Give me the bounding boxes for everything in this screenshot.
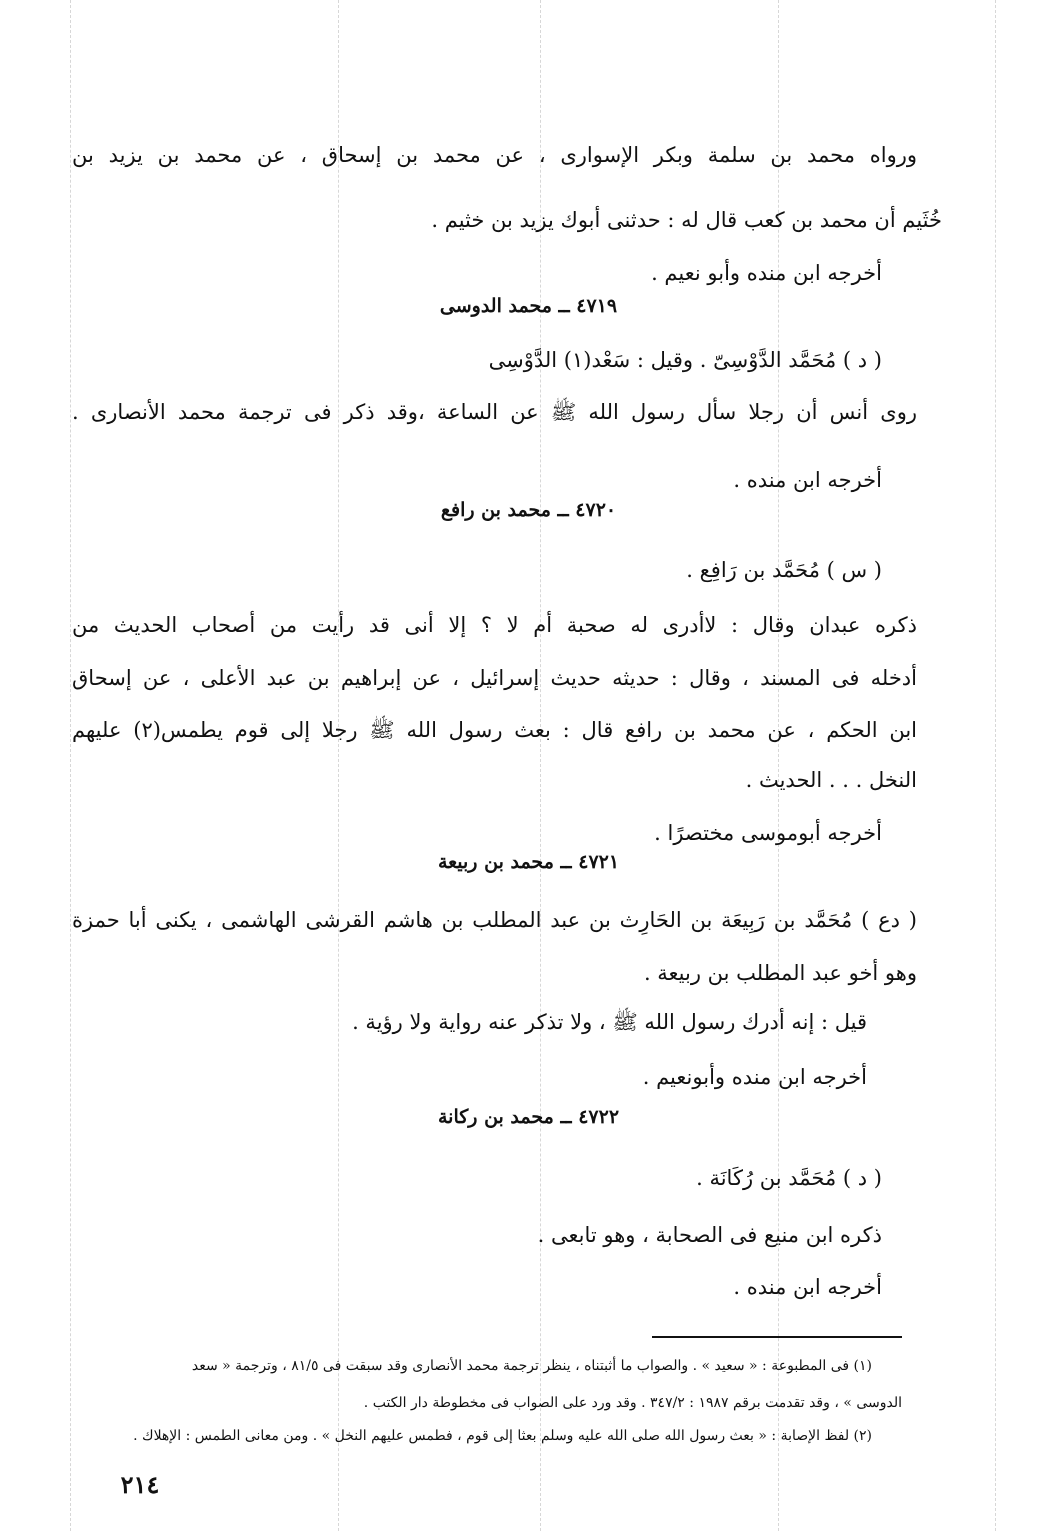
page-number: ٢١٤ [120,1470,160,1499]
footnote-divider [652,1336,902,1338]
scan-artifact-line [70,0,71,1531]
entry-heading-4719: ٤٧١٩ ــ محمد الدوسى [439,295,618,317]
scan-artifact-line [338,0,339,1531]
body-line: أخرجه ابن منده . [733,1275,882,1299]
body-line: أخرجه ابن منده وأبو نعيم . [651,261,882,285]
body-line: النخل . . . الحديث . [745,768,917,792]
body-line: أخرجه ابن منده . [733,468,882,492]
body-line: ذكره ابن منيع فى الصحابة ، وهو تابعى . [537,1223,882,1247]
body-line: خُثَيم أن محمد بن كعب قال له : حدثنى أبوك يزيد بن خثيم . [431,208,942,232]
body-line: ( د ) مُحَمَّد بن رُكَانَة . [696,1166,882,1190]
footnote-1-continued: الدوسى » ، وقد تقدمت برقم ١٩٨٧ : ٣٤٧/٢ . وقد ورد على الصواب فى مخطوطة دار الكتب . [363,1395,902,1411]
body-line: ورواه محمد بن سلمة وبكر الإسوارى ، عن محمد بن إسحاق ، عن محمد بن يزيد بن [72,143,917,167]
body-line: أخرجه أبوموسى مختصرًا . [654,821,882,845]
scan-artifact-line [995,0,996,1531]
entry-heading-4721: ٤٧٢١ ــ محمد بن ربيعة [437,851,620,873]
body-line: وهو أخو عبد المطلب بن ربيعة . [643,961,917,985]
body-line: أخرجه ابن منده وأبونعيم . [642,1065,867,1089]
body-line: ابن الحكم ، عن محمد بن رافع قال : بعث رسول الله ﷺ رجلا إلى قوم يطمس(٢) عليهم [72,718,918,742]
footnote-1: (١) فى المطبوعة : « سعيد » . والصواب ما أثبتناه ، ينظر ترجمة محمد الأنصارى وقد سبقت فى ٨١/٥ ، وترجمة « سعد [191,1358,872,1374]
body-line: ( س ) مُحَمَّد بن رَافِع . [686,558,882,582]
body-line: روى أنس أن رجلا سأل رسول الله ﷺ عن الساعة ،وقد ذكر فى ترجمة محمد الأنصارى . [72,400,917,424]
body-line: ذكره عبدان وقال : لاأدرى له صحبة أم لا ؟ إلا أنى قد رأيت من أصحاب الحديث من [72,613,917,637]
body-line: ( د ) مُحَمَّد الدَّوْسِىّ . وقيل : سَعْد(١) الدَّوْسِى [488,348,882,372]
entry-heading-4722: ٤٧٢٢ ــ محمد بن ركانة [437,1106,620,1128]
body-line: أدخله فى المسند ، وقال : حديثه حديث إسرائيل ، عن إبراهيم بن عبد الأعلى ، عن إسحاق [72,666,917,690]
entry-heading-4720: ٤٧٢٠ ــ محمد بن رافع [440,499,617,521]
footnote-2: (٢) لفظ الإصابة : « بعث رسول الله صلى الله عليه وسلم بعثا إلى قوم ، فطمس عليهم النخل » . ومن معانى الطمس : الإهلاك . [133,1428,872,1444]
body-line: ( دع ) مُحَمَّد بن رَبِيعَة بن الحَارِث بن عبد المطلب بن هاشم القرشى الهاشمى ، يكنى أبا حمزة [72,908,917,932]
body-line: قيل : إنه أدرك رسول الله ﷺ ، ولا تذكر عنه رواية ولا رؤية . [352,1010,867,1034]
